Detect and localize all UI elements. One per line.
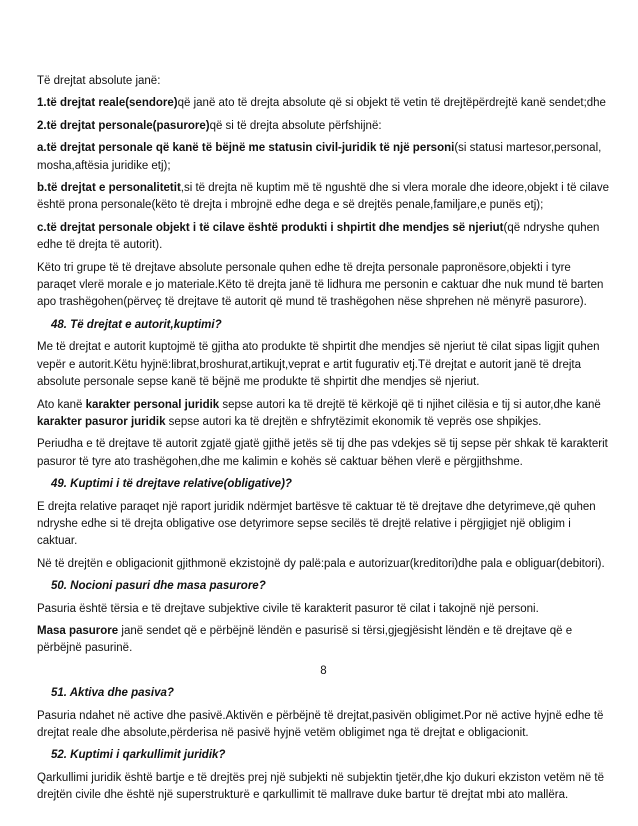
text-span: janë sendet që e përbëjnë lëndën e pasurisë si tërsi,gjegjësisht lëndën e të drejtave që e përbëjnë pasurinë. [37, 624, 573, 655]
paragraph-personal-rights [37, 118, 610, 135]
text-span: (si statusi martesor,personal, mosha,aftësia juridike etj); [37, 142, 602, 172]
text-span: Këto tri grupe të të drejtave absolute personale quhen edhe të drejta personale papronësore,objekti i tyre paraqet vlerë morale e jo materiale.Këto të drejta janë të lidhura me personin e caktuar dhe nuk mund të barten apo trashëgohen(përveç të drejtave të autorit që mund të trashëgohen nëse shprehen në mënyrë pasurore). [37, 261, 604, 309]
text-span: E drejta relative paraqet një raport juridik ndërmjet bartësve të caktuar të të drejtave dhe detyrimeve,që quhen ndryshe edhe si të drejta obligative ose detyrimore sepse secilës të drejtë relative i përgjigjet një obligim i caktuar. [37, 500, 596, 548]
bold-term: 2.të drejtat personale(pasurore) [37, 119, 210, 132]
text-span: Me të drejtat e autorit kuptojmë të gjitha ato produkte të shpirtit dhe mendjes së njeriut të cilat sipas ligjit quhen vepër e autorit.Këtu hyjnë:librat,broshurat,artikujt,veprat e artit fugurativ etj.Të drejtat e autorit janë të drejta absolute personale sepse kanë të bëjnë me produkte të shpirtit dhe mendjes së njeriut. [37, 341, 600, 389]
bold-term: karakter pasuror juridik [37, 415, 166, 428]
text-span: Në të drejtën e obligacionit gjithmonë ekzistojnë dy palë:pala e autorizuar(kreditori)dhe pala e obliguar(debitori). [37, 557, 605, 570]
bold-term: karakter personal juridik [85, 398, 220, 411]
bold-term: a.të drejtat personale që kanë të bëjnë me statusin civil-juridik të një personi [37, 142, 455, 155]
paragraph-assets-liabilities [37, 708, 610, 743]
paragraph-property-definition [37, 601, 610, 618]
text-span: Periudha e të drejtave të autorit zgjatë gjatë gjithë jetës së tij dhe pas vdekjes së tij sepse për shkak të karakterit pasuror të tyre ato trashëgohen,dhe me kalimin e kohës së caktuar bëhen vlerë e përgjithshme. [37, 438, 608, 468]
paragraph-relative-rights [37, 499, 610, 551]
heading-51: 51. Aktiva dhe pasiva? [51, 687, 174, 700]
paragraph-civil-status-rights [37, 140, 610, 175]
bold-term: c.të drejtat personale objekt i të cilave është produkti i shpirtit dhe mendjes së njeriut [37, 221, 504, 234]
bold-term: Masa pasurore [37, 624, 119, 637]
paragraph-obligation-parties [37, 556, 610, 573]
heading-49: 49. Kuptimi i të drejtave relative(obligative)? [51, 478, 292, 491]
text-span: Të drejtat absolute janë: [37, 75, 161, 87]
paragraph-author-rights-duration [37, 436, 610, 471]
bold-term: b.të drejtat e personalitetit [37, 182, 181, 195]
paragraph-author-rights-character [37, 397, 610, 432]
text-span: Ato kanë [37, 398, 86, 411]
page-number: 8 [320, 664, 327, 677]
text-span: sepse autori ka të drejtën e shfrytëzimit ekonomik të veprës ose shpikjes. [165, 415, 542, 428]
text-span: që si të drejta absolute përfshijnë: [209, 119, 382, 132]
paragraph-absolute-rights-intro [37, 73, 610, 90]
paragraph-legal-circulation [37, 770, 610, 805]
bold-term: 1.të drejtat reale(sendore) [37, 97, 178, 110]
text-span: sepse autori ka të drejtë të kërkojë që ti njihet cilësia e tij si autor,dhe kanë [219, 398, 601, 411]
text-span: ,si të drejta në kuptim më të ngushtë dhe si vlera morale dhe ideore,objekt i të cilave është prona personale(këto të drejta i mbrojnë edhe dega e së drejtës penale,familjare,e punës etj); [37, 182, 610, 212]
paragraph-personality-rights [37, 180, 610, 215]
heading-48: 48. Të drejtat e autorit,kuptimi? [51, 318, 222, 331]
text-span: Pasuria është tërsia e të drejtave subjektive civile të karakterit pasuror të cilat i takojnë një personi. [37, 602, 539, 615]
heading-52: 52. Kuptimi i qarkullimit juridik? [51, 749, 226, 762]
text-span: Qarkullimi juridik është bartje e të drejtës prej një subjekti në subjektin tjetër,dhe kjo dukuri ekziston vetëm në të drejtën civile dhe është një superstrukturë e qarkullimit të mallrave duke bartur të drejtat mbi ato mallëra. [37, 771, 604, 802]
heading-50: 50. Nocioni pasuri dhe masa pasurore? [51, 580, 266, 593]
text-span: Pasuria ndahet në active dhe pasivë.Aktivën e përbëjnë të drejtat,pasivën obligimet.Por në active hyjnë edhe të drejtat reale dhe absolute,përderisa në pasivë hyjnë vetëm obligimet nga të drejtat e obligacionit. [37, 709, 604, 739]
text-span: që janë ato të drejta absolute që si objekt të vetin të drejtëpërdrejtë kanë sendet;dhe [177, 97, 606, 110]
paragraph-author-rights-definition [37, 339, 610, 391]
paragraph-non-property-rights [37, 260, 610, 312]
paragraph-property-mass [37, 623, 610, 658]
text-span: (që ndryshe quhen edhe të drejta të autorit). [37, 221, 600, 252]
paragraph-author-rights-item [37, 220, 610, 255]
paragraph-real-rights [37, 95, 610, 112]
